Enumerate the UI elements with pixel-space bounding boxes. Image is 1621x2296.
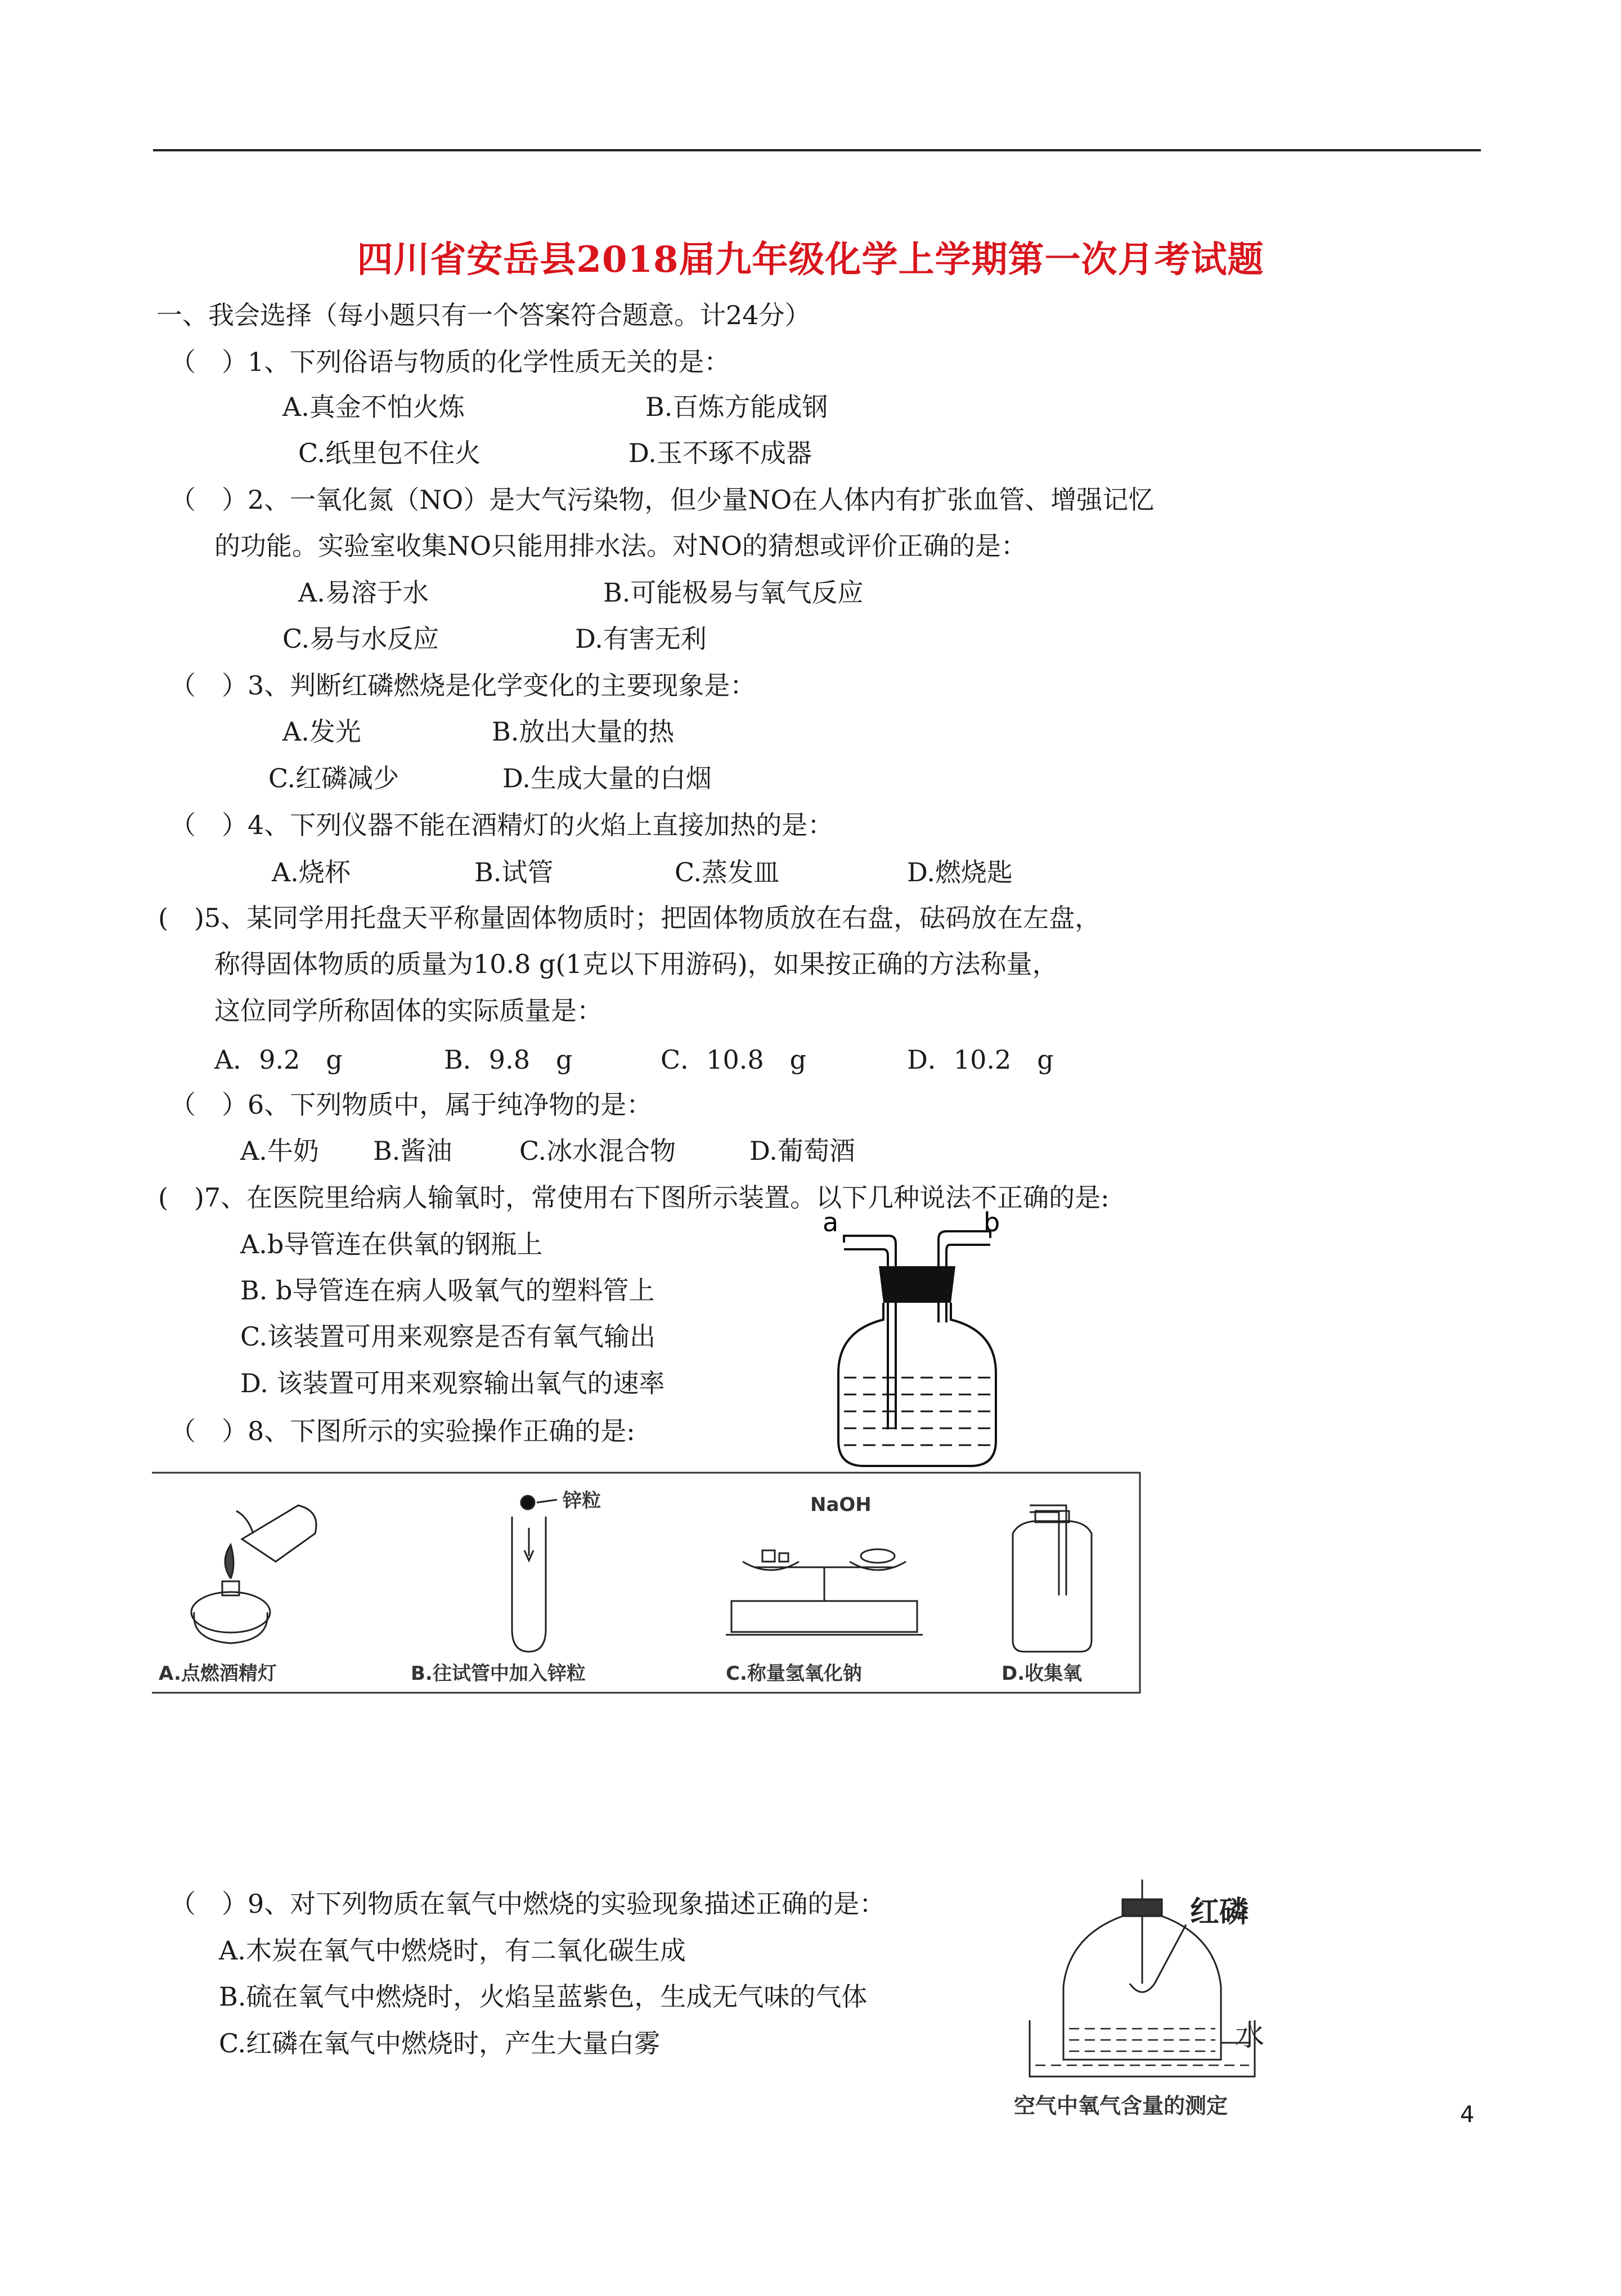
fig9-label-phosphorus: 红磷 — [1190, 1895, 1249, 1929]
fig9-caption: 空气中氧气含量的测定 — [1014, 2093, 1228, 2118]
fig7-label-a: a — [823, 1207, 839, 1237]
q4-option-c: C.蒸发皿 — [675, 857, 780, 887]
q5-option-a: A．9.2 g — [214, 1044, 343, 1075]
fig8-label-zinc: 锌粒 — [563, 1490, 601, 1512]
fig8-test-tube-drawing — [512, 1496, 557, 1652]
q4-option-b: B.试管 — [474, 857, 554, 887]
q5-option-b: B．9.8 g — [444, 1044, 573, 1075]
q4-option-a: A.烧杯 — [272, 857, 351, 887]
q9-option-b: B.硫在氧气中燃烧时，火焰呈蓝紫色，生成无气味的气体 — [219, 1981, 868, 2012]
q2-option-c: C.易与水反应 — [282, 624, 439, 654]
fig7-label-b: b — [984, 1207, 1000, 1237]
fig9-label-water: 水 — [1235, 2019, 1265, 2053]
q7-option-c: C.该装置可用来观察是否有氧气输出 — [240, 1321, 656, 1352]
q5-stem-line3: 这位同学所称固体的实际质量是： — [214, 995, 603, 1026]
q2-option-a: A.易溶于水 — [298, 577, 429, 608]
q7-option-a: A.b导管连在供氧的钢瓶上 — [240, 1229, 543, 1259]
q6-option-a: A.牛奶 — [240, 1136, 319, 1166]
q6-option-d: D.葡萄酒 — [749, 1136, 855, 1166]
q3-stem: （ ）3、判断红磷燃烧是化学变化的主要现象是： — [170, 670, 756, 701]
fig8-caption-d: D.收集氧 — [1002, 1662, 1083, 1685]
fig8-lab-operations — [152, 1472, 1142, 1694]
q1-option-d: D.玉不琢不成器 — [628, 438, 812, 468]
section-heading: 一、我会选择（每小题只有一个答案符合题意。计24分） — [156, 300, 811, 330]
q2-stem-line2: 的功能。实验室收集NO只能用排水法。对NO的猜想或评价正确的是： — [214, 531, 1027, 561]
q3-option-a: A.发光 — [282, 716, 361, 747]
q1-stem: （ ）1、下列俗语与物质的化学性质无关的是： — [170, 347, 730, 377]
q1-option-c: C.纸里包不住火 — [298, 438, 481, 468]
q7-option-d: D. 该装置可用来观察输出氧气的速率 — [240, 1368, 665, 1398]
fig8-caption-a: A.点燃酒精灯 — [159, 1662, 277, 1685]
q9-option-c: C.红磷在氧气中燃烧时，产生大量白雾 — [219, 2028, 661, 2059]
q3-option-b: B.放出大量的热 — [492, 716, 675, 747]
q6-stem: （ ）6、下列物质中，属于纯净物的是： — [170, 1089, 653, 1120]
q5-stem-line2: 称得固体物质的质量为10.8 g(1克以下用游码)，如果按正确的方法称量， — [214, 949, 1058, 979]
q2-option-b: B.可能极易与氧气反应 — [603, 577, 864, 608]
q4-stem: （ ）4、下列仪器不能在酒精灯的火焰上直接加热的是： — [170, 810, 834, 840]
q5-stem-line1: ( )5、某同学用托盘天平称量固体物质时；把固体物质放在右盘，砝码放在左盘， — [158, 903, 1101, 933]
page-number: 4 — [1460, 2102, 1475, 2128]
q5-option-c: C．10.8 g — [661, 1044, 807, 1075]
q1-option-a: A.真金不怕火炼 — [282, 392, 465, 422]
fig8-caption-c: C.称量氢氧化钠 — [726, 1662, 862, 1685]
q3-option-c: C.红磷减少 — [268, 763, 399, 793]
q5-option-d: D．10.2 g — [907, 1044, 1054, 1075]
header-rule — [153, 149, 1481, 151]
q9-option-a: A.木炭在氧气中燃烧时，有二氧化碳生成 — [219, 1935, 686, 1966]
fig9-oxygen-measurement — [1007, 1874, 1288, 2122]
q8-stem: （ ）8、下图所示的实验操作正确的是: — [170, 1416, 635, 1446]
q7-option-b: B. b导管连在病人吸氧气的塑料管上 — [240, 1275, 655, 1306]
q2-option-d: D.有害无利 — [575, 624, 707, 654]
q4-option-d: D.燃烧匙 — [907, 857, 1013, 887]
q3-option-d: D.生成大量的白烟 — [502, 763, 712, 793]
q2-stem-line1: （ ）2、一氧化氮（NO）是大气污染物，但少量NO在人体内有扩张血管、增强记忆 — [170, 485, 1155, 515]
fig8-gas-bottle-drawing — [1013, 1505, 1092, 1652]
fig8-balance-drawing — [726, 1549, 923, 1635]
q6-option-b: B.酱油 — [373, 1136, 452, 1166]
q9-stem: （ ）9、对下列物质在氧气中燃烧的实验现象描述正确的是： — [170, 1889, 886, 1919]
fig8-alcohol-lamp-drawing — [191, 1505, 316, 1643]
q7-stem: ( )7、在医院里给病人输氧时，常使用右下图所示装置。以下几种说法不正确的是: — [158, 1182, 1110, 1213]
fig8-caption-b: B.往试管中加入锌粒 — [411, 1662, 586, 1685]
page-title: 四川省安岳县2018届九年级化学上学期第一次月考试题 — [357, 239, 1264, 281]
fig8-label-naoh: NaOH — [810, 1494, 872, 1516]
fig7-humidifier-bottle — [821, 1204, 1007, 1474]
q1-option-b: B.百炼方能成钢 — [645, 392, 828, 422]
q6-option-c: C.冰水混合物 — [519, 1136, 676, 1166]
